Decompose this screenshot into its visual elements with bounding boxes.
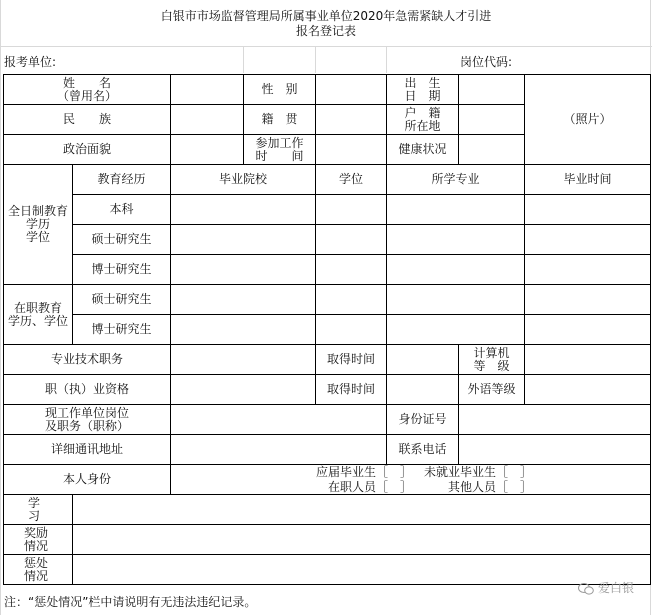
inservice-master-label: 硕士研究生 bbox=[91, 292, 152, 306]
birth-date-input[interactable] bbox=[459, 75, 524, 104]
qualification-obtain-time-input[interactable] bbox=[387, 375, 458, 404]
photo-box[interactable]: （照片） bbox=[563, 112, 612, 126]
sheet-gridline bbox=[0, 0, 1, 615]
major-header: 所学专业 bbox=[431, 172, 480, 186]
bachelor-label: 本科 bbox=[109, 202, 134, 216]
unit-label: 报考单位: bbox=[4, 55, 57, 69]
phone-input[interactable] bbox=[459, 435, 650, 464]
id-number-input[interactable] bbox=[459, 405, 650, 434]
inservice-master-row-input[interactable] bbox=[171, 285, 650, 314]
inservice-education-label: 在职教育 学历、学位 bbox=[7, 300, 68, 328]
gender-label: 性 别 bbox=[261, 82, 298, 96]
position-code-label: 岗位代码: bbox=[460, 55, 513, 69]
native-place-input[interactable] bbox=[316, 105, 386, 134]
watermark bbox=[578, 579, 634, 596]
tech-title-obtain-time-input[interactable] bbox=[387, 345, 458, 374]
hukou-label: 户 籍 所在地 bbox=[404, 105, 441, 133]
tech-title-label: 专业技术职务 bbox=[50, 352, 123, 366]
watermark-text: 爱白银 bbox=[597, 581, 634, 595]
inservice-doctor-label: 博士研究生 bbox=[91, 322, 152, 336]
qualification-label: 职（执）业资格 bbox=[44, 382, 129, 396]
political-status-label: 政治面貌 bbox=[62, 142, 111, 156]
id-number-label: 身份证号 bbox=[398, 412, 447, 426]
form-subtitle: 报名登记表 bbox=[295, 24, 356, 38]
computer-level-label: 计算机 等 级 bbox=[473, 345, 510, 373]
footnote: 注：“惩处情况”栏中请说明有无违法违纪记录。 bbox=[4, 595, 257, 609]
fulltime-education-label: 全日制教育 学历 学位 bbox=[7, 204, 68, 244]
health-label: 健康状况 bbox=[398, 142, 447, 156]
political-status-input[interactable] bbox=[171, 135, 243, 164]
inservice-doctor-row-input[interactable] bbox=[171, 315, 650, 344]
health-input[interactable] bbox=[459, 135, 524, 164]
name-label: 姓 名 （曾用名） bbox=[56, 75, 117, 103]
current-unit-label: 现工作单位岗位 及职务（职称） bbox=[44, 405, 129, 433]
punish-input[interactable] bbox=[73, 555, 650, 584]
unit-input[interactable] bbox=[70, 47, 450, 73]
birth-date-label: 出 生 日 期 bbox=[404, 75, 441, 103]
school-header: 毕业院校 bbox=[218, 172, 267, 186]
position-code-input[interactable] bbox=[525, 47, 650, 73]
current-unit-input[interactable] bbox=[171, 405, 386, 434]
identity-option-other[interactable]: 其他人员［ ］ bbox=[448, 480, 533, 494]
foreign-language-label: 外语等级 bbox=[467, 382, 516, 396]
native-place-label: 籍 贯 bbox=[261, 112, 298, 126]
doctor-label: 博士研究生 bbox=[91, 262, 152, 276]
address-label: 详细通讯地址 bbox=[50, 442, 123, 456]
qualification-input[interactable] bbox=[171, 375, 315, 404]
identity-option-unemployed-graduate[interactable]: 未就业毕业生［ ］ bbox=[424, 465, 533, 479]
hukou-input[interactable] bbox=[459, 105, 524, 134]
computer-level-input[interactable] bbox=[525, 345, 650, 374]
tech-title-obtain-time-label: 取得时间 bbox=[326, 352, 375, 366]
study-input[interactable] bbox=[73, 495, 650, 524]
edu-history-header: 教育经历 bbox=[97, 172, 146, 186]
master-row-input[interactable] bbox=[171, 225, 650, 254]
sheet-gridline bbox=[243, 47, 244, 73]
doctor-row-input[interactable] bbox=[171, 255, 650, 284]
qualification-obtain-time-label: 取得时间 bbox=[326, 382, 375, 396]
identity-label: 本人身份 bbox=[62, 472, 111, 486]
wechat-icon bbox=[578, 583, 594, 595]
ethnicity-label: 民 族 bbox=[62, 112, 111, 126]
name-input[interactable] bbox=[171, 75, 243, 104]
reward-input[interactable] bbox=[73, 525, 650, 554]
study-label: 学 习 bbox=[28, 495, 41, 523]
master-label: 硕士研究生 bbox=[91, 232, 152, 246]
work-start-label: 参加工作 时 间 bbox=[255, 135, 304, 163]
tech-title-input[interactable] bbox=[171, 345, 315, 374]
ethnicity-input[interactable] bbox=[171, 105, 243, 134]
reward-label: 奖励 情况 bbox=[24, 525, 49, 553]
degree-header: 学位 bbox=[338, 172, 363, 186]
phone-label: 联系电话 bbox=[398, 442, 447, 456]
grad-time-header: 毕业时间 bbox=[563, 172, 612, 186]
identity-option-employed[interactable]: 在职人员［ ］ bbox=[328, 480, 413, 494]
sheet-gridline bbox=[315, 47, 316, 73]
punish-label: 惩处 情况 bbox=[24, 555, 49, 583]
gender-input[interactable] bbox=[316, 75, 386, 104]
address-input[interactable] bbox=[171, 435, 386, 464]
sheet-gridline bbox=[386, 47, 387, 73]
form-title: 白银市市场监督管理局所属事业单位2020年急需紧缺人才引进 bbox=[160, 9, 492, 23]
identity-option-fresh-graduate[interactable]: 应届毕业生［ ］ bbox=[316, 465, 413, 479]
bachelor-row-input[interactable] bbox=[171, 195, 650, 224]
work-start-input[interactable] bbox=[316, 135, 386, 164]
foreign-language-input[interactable] bbox=[525, 375, 650, 404]
